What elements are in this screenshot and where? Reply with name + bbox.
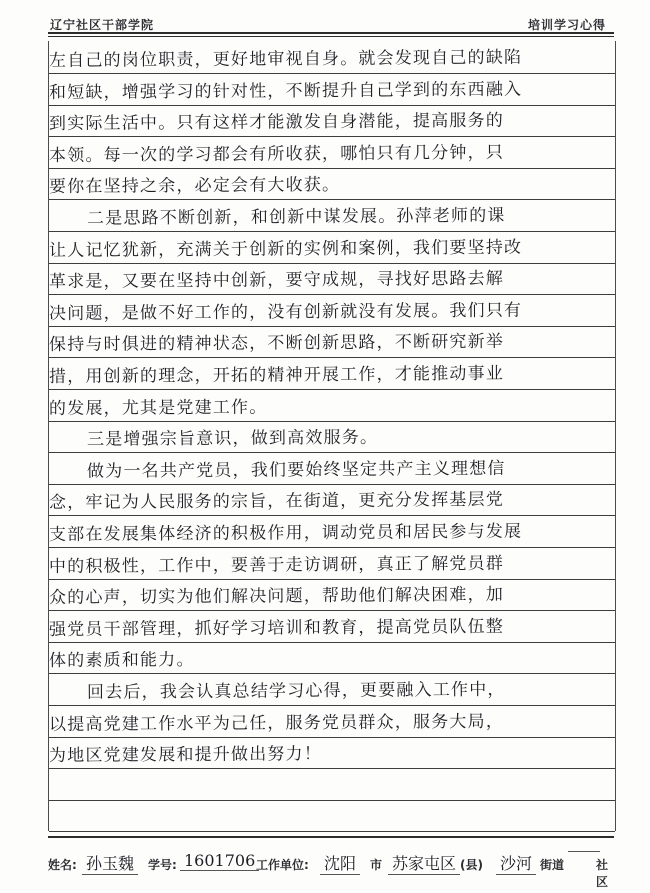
- writing-line: [49, 673, 615, 706]
- name-value: 孙玉魏: [82, 851, 138, 875]
- district-suffix: (县): [460, 858, 483, 872]
- city-value: 沈阳: [320, 851, 360, 875]
- handwritten-text: 革求是，又要在坚持中创新，要守成规，寻找好思路去解: [48, 268, 505, 293]
- writing-line: [49, 294, 615, 327]
- street-value: 沙河: [496, 851, 536, 875]
- community-value: [568, 851, 600, 852]
- page-footer: [48, 846, 614, 889]
- handwritten-text: [49, 794, 615, 798]
- institution-title: 辽宁社区干部学院: [50, 18, 155, 32]
- handwritten-text: 到实际生活中。只有这样才能激发自身潜能，提高服务的: [48, 110, 505, 135]
- handwritten-text: 众的心声，切实为他们解决问题，帮助他们解决困难，加: [48, 584, 505, 609]
- writing-line: [49, 262, 615, 295]
- handwritten-text: 强党员干部管理，抓好学习培训和教育，提高党员队伍整: [48, 616, 505, 640]
- handwritten-text: 中的积极性，工作中，要善于走访调研，真正了解党员群: [48, 553, 505, 577]
- handwritten-text: 左自己的岗位职责，更好地审视自身。就会发现自己的缺陷: [48, 47, 523, 71]
- writing-line: [49, 73, 615, 106]
- handwritten-text: 的发展，尤其是党建工作。: [48, 397, 268, 419]
- city-suffix: 市: [370, 858, 383, 872]
- writing-line: [49, 167, 615, 200]
- writing-line: [49, 357, 615, 390]
- handwritten-text: 三是增强宗旨意识，做到高效服务。: [86, 427, 379, 450]
- writing-line: [49, 199, 615, 232]
- writing-line: [49, 641, 615, 674]
- community-suffix: 社区: [596, 858, 609, 889]
- handwritten-text: 体的素质和能力。: [48, 650, 195, 672]
- writing-line: [49, 768, 615, 801]
- footer-rule: [48, 836, 614, 838]
- writing-line: [49, 610, 615, 643]
- district-value: 苏家屯区: [388, 851, 460, 875]
- handwritten-text: 措，用创新的理念，开拓的精神开展工作，才能推动事业: [48, 363, 505, 387]
- writing-line: [49, 547, 615, 580]
- handwritten-text: 决问题，是做不好工作的，没有创新就没有发展。我们只有: [48, 300, 523, 324]
- handwritten-text: 保持与时俱进的精神状态，不断创新思路，不断研究新举: [48, 332, 505, 356]
- writing-line: [49, 799, 615, 832]
- handwritten-text: 本领。每一次的学习都会有所收获，哪怕只有几分钟，只: [48, 142, 505, 166]
- writing-line: [49, 325, 615, 358]
- handwritten-text: 二是思路不断创新，和创新中谋发展。孙萍老师的课: [86, 205, 506, 229]
- work-unit-label: 工作单位:: [256, 858, 309, 872]
- document-title: 培训学习心得: [527, 18, 606, 32]
- handwritten-text: 和短缺，增强学习的针对性，不断提升自己学到的东西融入: [48, 79, 523, 103]
- street-suffix: 街道: [540, 858, 565, 872]
- handwritten-text: 为地区党建发展和提升做出努力！: [48, 744, 323, 767]
- writing-line: [49, 452, 615, 485]
- lined-writing-area: [48, 41, 616, 831]
- handwritten-text: 支部在发展集体经济的积极作用，调动党员和居民参与发展: [48, 521, 523, 545]
- handwritten-text: 要你在坚持之余，必定会有大收获。: [48, 175, 341, 198]
- writing-line: [49, 104, 615, 137]
- writing-line: [49, 136, 615, 169]
- writing-line: [49, 389, 615, 422]
- writing-line: [49, 578, 615, 611]
- handwritten-text: 念，牢记为人民服务的宗旨，在街道，更充分发挥基层党: [48, 490, 505, 514]
- student-id-value: 1601706: [180, 851, 259, 871]
- name-label: 姓名:: [48, 858, 77, 872]
- writing-line: [49, 41, 615, 74]
- writing-line: [49, 736, 615, 769]
- handwritten-text: 做为一名共产党员，我们要始终坚定共产主义理想信: [86, 458, 506, 482]
- writing-line: [49, 515, 615, 548]
- handwritten-text: 让人记忆犹新，充满关于创新的实例和案例，我们要坚持改: [48, 237, 523, 261]
- header-rule: [48, 32, 614, 34]
- writing-line: [49, 231, 615, 264]
- student-id-label: 学号:: [148, 858, 177, 872]
- handwritten-text: 以提高党建工作水平为己任，服务党员群众，服务大局，: [48, 711, 505, 735]
- handwritten-text: 回去后，我会认真总结学习心得，更要融入工作中，: [86, 679, 506, 703]
- header-rule-thin: [48, 36, 614, 37]
- writing-line: [49, 483, 615, 516]
- writing-line: [49, 420, 615, 453]
- handwritten-text: [49, 825, 615, 829]
- writing-line: [49, 705, 615, 738]
